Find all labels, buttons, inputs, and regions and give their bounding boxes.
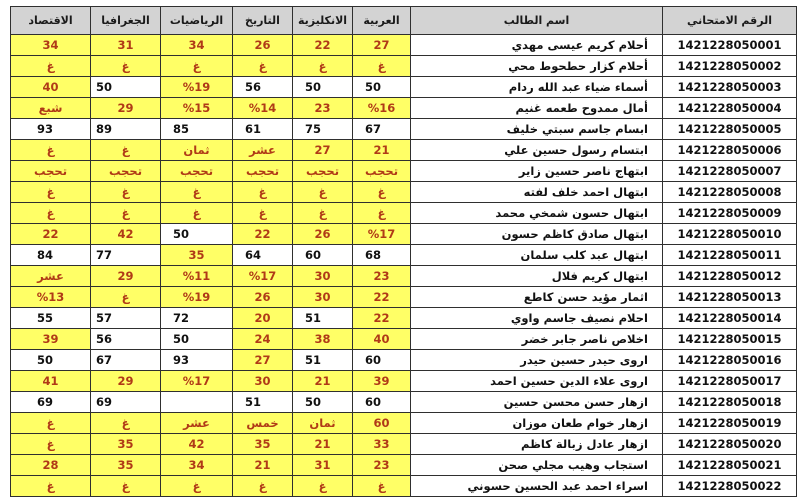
grade-cell-geography: غ bbox=[90, 413, 160, 434]
student-name-cell: أحلام كريم عيسى مهدي bbox=[410, 35, 662, 56]
table-row bbox=[10, 350, 796, 371]
grade-cell-economics: 93 bbox=[10, 119, 90, 140]
grade-cell-history: 51 bbox=[232, 392, 292, 413]
table-row bbox=[10, 98, 796, 119]
grade-cell-arabic: 21 bbox=[352, 140, 410, 161]
student-name-cell: ابتهال كريم فلال bbox=[410, 266, 662, 287]
grade-cell-economics: 22 bbox=[10, 224, 90, 245]
grade-cell-english: 31 bbox=[292, 455, 352, 476]
column-header-economics: الاقتصاد bbox=[10, 7, 90, 35]
grade-cell-arabic: 60 bbox=[352, 392, 410, 413]
grade-cell-math: 72 bbox=[160, 308, 232, 329]
grade-cell-english: 60 bbox=[292, 245, 352, 266]
grade-cell-english: تحجب bbox=[292, 161, 352, 182]
grade-cell-economics: تحجب bbox=[10, 161, 90, 182]
grade-cell-history: 20 bbox=[232, 308, 292, 329]
grade-cell-math: %19 bbox=[160, 287, 232, 308]
column-header-geography: الجغرافيا bbox=[90, 7, 160, 35]
grade-cell-arabic: 27 bbox=[352, 35, 410, 56]
grade-cell-english: 38 bbox=[292, 329, 352, 350]
grade-cell-math: 50 bbox=[160, 329, 232, 350]
exam-number-cell: 1421228050007 bbox=[662, 161, 796, 182]
grade-cell-economics: 84 bbox=[10, 245, 90, 266]
exam-number-cell: 1421228050018 bbox=[662, 392, 796, 413]
grade-cell-math: 35 bbox=[160, 245, 232, 266]
exam-number-cell: 1421228050016 bbox=[662, 350, 796, 371]
column-header-english: الانكليزية bbox=[292, 7, 352, 35]
exam-number-cell: 1421228050014 bbox=[662, 308, 796, 329]
grade-cell-arabic: 22 bbox=[352, 308, 410, 329]
grade-cell-math: عشر bbox=[160, 413, 232, 434]
grade-cell-geography: 50 bbox=[90, 77, 160, 98]
grade-cell-history: غ bbox=[232, 182, 292, 203]
grade-cell-history: 22 bbox=[232, 224, 292, 245]
grade-cell-geography: 67 bbox=[90, 350, 160, 371]
grade-cell-english: 50 bbox=[292, 77, 352, 98]
table-row bbox=[10, 161, 796, 182]
column-header-math: الرياضيات bbox=[160, 7, 232, 35]
grade-cell-geography: 69 bbox=[90, 392, 160, 413]
grade-cell-arabic: تحجب bbox=[352, 161, 410, 182]
table-header-row bbox=[10, 7, 796, 35]
grade-cell-arabic: 50 bbox=[352, 77, 410, 98]
table-row bbox=[10, 476, 796, 497]
grade-cell-math: %11 bbox=[160, 266, 232, 287]
table-row bbox=[10, 182, 796, 203]
exam-number-cell: 1421228050008 bbox=[662, 182, 796, 203]
table-body bbox=[10, 35, 796, 497]
student-name-cell: ابتهال عبد كلب سلمان bbox=[410, 245, 662, 266]
table-row bbox=[10, 77, 796, 98]
exam-number-cell: 1421228050010 bbox=[662, 224, 796, 245]
grade-cell-geography: غ bbox=[90, 203, 160, 224]
table-row bbox=[10, 413, 796, 434]
grade-cell-arabic: غ bbox=[352, 56, 410, 77]
grade-cell-geography: غ bbox=[90, 182, 160, 203]
grade-cell-arabic: غ bbox=[352, 182, 410, 203]
student-name-cell: ابتسام رسول حسين علي bbox=[410, 140, 662, 161]
exam-number-cell: 1421228050004 bbox=[662, 98, 796, 119]
table-row bbox=[10, 434, 796, 455]
grade-cell-english: غ bbox=[292, 182, 352, 203]
grade-cell-history: 26 bbox=[232, 287, 292, 308]
student-name-cell: ابسام جاسم سبتي خليف bbox=[410, 119, 662, 140]
grade-cell-english: 30 bbox=[292, 266, 352, 287]
grade-cell-arabic: 23 bbox=[352, 455, 410, 476]
column-header-history: التاريخ bbox=[232, 7, 292, 35]
table-row bbox=[10, 203, 796, 224]
exam-number-cell: 1421228050020 bbox=[662, 434, 796, 455]
table-row bbox=[10, 266, 796, 287]
grade-cell-math bbox=[160, 392, 232, 413]
grade-cell-math: غ bbox=[160, 203, 232, 224]
grade-cell-english: 21 bbox=[292, 371, 352, 392]
student-name-cell: ابتهال احمد خلف لفته bbox=[410, 182, 662, 203]
grade-cell-economics: 34 bbox=[10, 35, 90, 56]
grade-cell-history: غ bbox=[232, 476, 292, 497]
grade-cell-history: 24 bbox=[232, 329, 292, 350]
grade-cell-math: %15 bbox=[160, 98, 232, 119]
student-name-cell: أمال ممدوح طعمه غنيم bbox=[410, 98, 662, 119]
student-name-cell: اروى علاء الدين حسين احمد bbox=[410, 371, 662, 392]
grade-cell-arabic: 33 bbox=[352, 434, 410, 455]
grade-cell-math: 85 bbox=[160, 119, 232, 140]
exam-number-cell: 1421228050005 bbox=[662, 119, 796, 140]
grade-cell-math: %17 bbox=[160, 371, 232, 392]
exam-number-cell: 1421228050001 bbox=[662, 35, 796, 56]
grade-cell-english: غ bbox=[292, 56, 352, 77]
grade-cell-economics: %13 bbox=[10, 287, 90, 308]
grade-cell-history: تحجب bbox=[232, 161, 292, 182]
table-row bbox=[10, 119, 796, 140]
grade-cell-arabic: %17 bbox=[352, 224, 410, 245]
table-row bbox=[10, 308, 796, 329]
exam-number-cell: 1421228050017 bbox=[662, 371, 796, 392]
grade-cell-math: ثمان bbox=[160, 140, 232, 161]
grade-cell-economics: غ bbox=[10, 434, 90, 455]
grade-cell-geography: 89 bbox=[90, 119, 160, 140]
grade-cell-arabic: 68 bbox=[352, 245, 410, 266]
student-name-cell: اثمار مؤيد حسن كاطع bbox=[410, 287, 662, 308]
grade-cell-arabic: 67 bbox=[352, 119, 410, 140]
grade-cell-math: غ bbox=[160, 56, 232, 77]
grade-cell-history: 64 bbox=[232, 245, 292, 266]
grade-cell-english: 22 bbox=[292, 35, 352, 56]
exam-number-cell: 1421228050022 bbox=[662, 476, 796, 497]
grade-cell-geography: غ bbox=[90, 56, 160, 77]
grade-cell-english: 51 bbox=[292, 308, 352, 329]
grade-cell-math: 50 bbox=[160, 224, 232, 245]
grade-cell-history: 21 bbox=[232, 455, 292, 476]
exam-number-cell: 1421228050011 bbox=[662, 245, 796, 266]
table-row bbox=[10, 35, 796, 56]
grade-cell-math: تحجب bbox=[160, 161, 232, 182]
grade-cell-english: 26 bbox=[292, 224, 352, 245]
student-name-cell: ازهار خوام طعان موزان bbox=[410, 413, 662, 434]
student-name-cell: ازهار عادل زبالة كاظم bbox=[410, 434, 662, 455]
student-name-cell: اسراء احمد عبد الحسين حسوني bbox=[410, 476, 662, 497]
column-header-student-name: اسم الطالب bbox=[410, 7, 662, 35]
exam-number-cell: 1421228050002 bbox=[662, 56, 796, 77]
table-row bbox=[10, 56, 796, 77]
grade-cell-economics: 41 bbox=[10, 371, 90, 392]
grade-cell-history: 35 bbox=[232, 434, 292, 455]
grade-cell-math: 42 bbox=[160, 434, 232, 455]
grade-cell-geography: 29 bbox=[90, 266, 160, 287]
grade-cell-english: 75 bbox=[292, 119, 352, 140]
grade-cell-english: 51 bbox=[292, 350, 352, 371]
grade-cell-math: 93 bbox=[160, 350, 232, 371]
table-row bbox=[10, 140, 796, 161]
grade-cell-economics: غ bbox=[10, 413, 90, 434]
student-name-cell: ابتهال صادق كاظم حسون bbox=[410, 224, 662, 245]
grade-cell-history: %14 bbox=[232, 98, 292, 119]
grade-cell-arabic: 60 bbox=[352, 413, 410, 434]
grade-cell-history: 26 bbox=[232, 35, 292, 56]
grade-cell-history: غ bbox=[232, 203, 292, 224]
grade-cell-english: 30 bbox=[292, 287, 352, 308]
grade-cell-economics: غ bbox=[10, 476, 90, 497]
grade-cell-economics: 55 bbox=[10, 308, 90, 329]
grade-cell-geography: 35 bbox=[90, 455, 160, 476]
grade-cell-english: 21 bbox=[292, 434, 352, 455]
grade-cell-geography: 42 bbox=[90, 224, 160, 245]
grade-cell-arabic: 40 bbox=[352, 329, 410, 350]
grade-cell-history: 30 bbox=[232, 371, 292, 392]
grade-cell-geography: 77 bbox=[90, 245, 160, 266]
table-row bbox=[10, 224, 796, 245]
exam-number-cell: 1421228050021 bbox=[662, 455, 796, 476]
grade-cell-history: 27 bbox=[232, 350, 292, 371]
student-name-cell: أسماء ضياء عبد الله ردام bbox=[410, 77, 662, 98]
grade-cell-math: 34 bbox=[160, 35, 232, 56]
grade-cell-economics: غ bbox=[10, 56, 90, 77]
column-header-arabic: العربية bbox=[352, 7, 410, 35]
grade-cell-arabic: 22 bbox=[352, 287, 410, 308]
grade-cell-history: %17 bbox=[232, 266, 292, 287]
grade-cell-history: خمس bbox=[232, 413, 292, 434]
grade-cell-economics: 39 bbox=[10, 329, 90, 350]
grade-cell-geography: 35 bbox=[90, 434, 160, 455]
grade-cell-english: 50 bbox=[292, 392, 352, 413]
grade-cell-arabic: غ bbox=[352, 203, 410, 224]
exam-number-cell: 1421228050013 bbox=[662, 287, 796, 308]
student-name-cell: ابتهاج ناصر حسين زاير bbox=[410, 161, 662, 182]
grade-cell-economics: 28 bbox=[10, 455, 90, 476]
table-row bbox=[10, 329, 796, 350]
table-row bbox=[10, 392, 796, 413]
grade-cell-english: ثمان bbox=[292, 413, 352, 434]
grade-cell-geography: غ bbox=[90, 287, 160, 308]
grade-cell-economics: 69 bbox=[10, 392, 90, 413]
grade-cell-geography: غ bbox=[90, 140, 160, 161]
grade-cell-history: 61 bbox=[232, 119, 292, 140]
grade-cell-math: %19 bbox=[160, 77, 232, 98]
results-table bbox=[10, 6, 797, 497]
grade-cell-geography: 31 bbox=[90, 35, 160, 56]
grade-cell-math: غ bbox=[160, 476, 232, 497]
grade-cell-economics: غ bbox=[10, 203, 90, 224]
exam-number-cell: 1421228050015 bbox=[662, 329, 796, 350]
exam-number-cell: 1421228050006 bbox=[662, 140, 796, 161]
student-name-cell: احلام نصيف جاسم واوي bbox=[410, 308, 662, 329]
grade-cell-arabic: 23 bbox=[352, 266, 410, 287]
grade-cell-economics: 50 bbox=[10, 350, 90, 371]
column-header-exam-number: الرقم الامتحاني bbox=[662, 7, 796, 35]
grade-cell-economics: غ bbox=[10, 140, 90, 161]
grade-cell-history: 56 bbox=[232, 77, 292, 98]
exam-number-cell: 1421228050012 bbox=[662, 266, 796, 287]
student-name-cell: ابتهال حسون شمخي محمد bbox=[410, 203, 662, 224]
grade-cell-geography: 56 bbox=[90, 329, 160, 350]
grade-cell-english: غ bbox=[292, 476, 352, 497]
grade-cell-english: غ bbox=[292, 203, 352, 224]
grade-cell-geography: 29 bbox=[90, 371, 160, 392]
table-row bbox=[10, 287, 796, 308]
student-name-cell: أحلام كزار حطحوط محي bbox=[410, 56, 662, 77]
grade-cell-geography: تحجب bbox=[90, 161, 160, 182]
student-name-cell: اروى حيدر حسين حيدر bbox=[410, 350, 662, 371]
grade-cell-geography: 29 bbox=[90, 98, 160, 119]
grade-cell-economics: 40 bbox=[10, 77, 90, 98]
grade-cell-history: غ bbox=[232, 56, 292, 77]
grade-cell-math: غ bbox=[160, 182, 232, 203]
table-row bbox=[10, 371, 796, 392]
grade-cell-arabic: %16 bbox=[352, 98, 410, 119]
grade-cell-geography: غ bbox=[90, 476, 160, 497]
grade-cell-arabic: 60 bbox=[352, 350, 410, 371]
grade-cell-economics: عشر bbox=[10, 266, 90, 287]
exam-number-cell: 1421228050019 bbox=[662, 413, 796, 434]
grade-cell-economics: غ bbox=[10, 182, 90, 203]
grade-cell-geography: 57 bbox=[90, 308, 160, 329]
exam-number-cell: 1421228050003 bbox=[662, 77, 796, 98]
student-name-cell: ازهار حسن محسن حسين bbox=[410, 392, 662, 413]
grade-cell-english: 23 bbox=[292, 98, 352, 119]
grade-cell-history: عشر bbox=[232, 140, 292, 161]
exam-number-cell: 1421228050009 bbox=[662, 203, 796, 224]
grade-cell-english: 27 bbox=[292, 140, 352, 161]
grade-cell-arabic: غ bbox=[352, 476, 410, 497]
table-row bbox=[10, 245, 796, 266]
table-row bbox=[10, 455, 796, 476]
grade-cell-math: 34 bbox=[160, 455, 232, 476]
grade-cell-economics: شبع bbox=[10, 98, 90, 119]
grade-cell-arabic: 39 bbox=[352, 371, 410, 392]
student-name-cell: استجاب وهيب مجلي صحن bbox=[410, 455, 662, 476]
student-name-cell: اخلاص ناصر جابر خضر bbox=[410, 329, 662, 350]
